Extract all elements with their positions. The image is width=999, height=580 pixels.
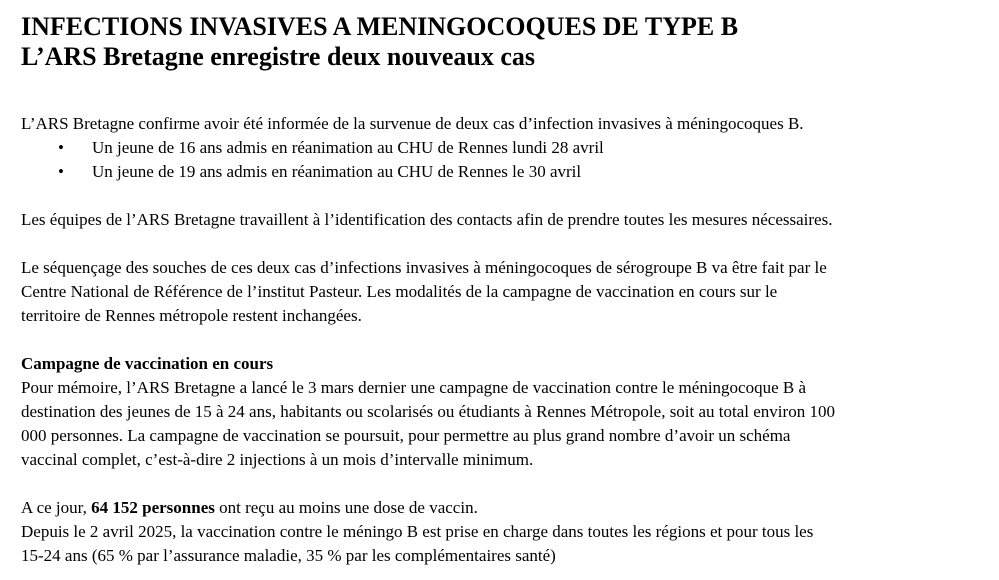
bullet-icon: • [58,162,64,181]
sequencing-line: Centre National de Référence de l’institut Pasteur. Les modalités de la campagne de vaccination en cours sur le [21,282,778,301]
list-item [21,160,979,184]
title-line-2: L’ARS Bretagne enregistre deux nouveaux cas [21,42,535,71]
campaign-line: Pour mémoire, l’ARS Bretagne a lancé le 3 mars dernier une campagne de vaccination contre le méningocoque B à [21,378,807,397]
campaign-line: destination des jeunes de 15 à 24 ans, habitants ou scolarisés ou étudiants à Rennes Métropole, soit au total environ 100 [21,402,835,421]
campaign-line: vaccinal complet, c’est-à-dire 2 injections à un mois d’intervalle minimum. [21,450,534,469]
spacer [21,72,979,112]
status-prefix: A ce jour, [21,498,92,517]
sequencing-line: territoire de Rennes métropole restent inchangées. [21,306,362,325]
campaign-line: 000 personnes. La campagne de vaccination se poursuit, pour permettre au plus grand nombre d’avoir un schéma [21,426,791,445]
spacer [21,472,979,496]
intro-paragraph: L’ARS Bretagne confirme avoir été informée de la survenue de deux cas d’infection invasives à méningocoques B. [21,114,804,133]
case-1-text: Un jeune de 16 ans admis en réanimation au CHU de Rennes lundi 28 avril [92,138,604,157]
sequencing-line: Le séquençage des souches de ces deux cas d’infections invasives à méningocoques de sérogroupe B va être fait par le [21,258,827,277]
vaccinated-count: 64 152 personnes [91,498,215,517]
bullet-icon: • [58,138,64,157]
case-2-text: Un jeune de 19 ans admis en réanimation au CHU de Rennes le 30 avril [92,162,582,181]
list-item [21,136,979,160]
coverage-line: 15-24 ans (65 % par l’assurance maladie, 35 % par les complémentaires santé) [21,546,556,565]
title-line-1: INFECTIONS INVASIVES A MENINGOCOQUES DE TYPE B [21,12,739,41]
sequencing-paragraph [21,256,979,328]
cases-list [21,136,979,184]
spacer [21,328,979,352]
status-suffix: ont reçu au moins une dose de vaccin. [214,498,478,517]
campaign-section [21,352,979,472]
contacts-paragraph: Les équipes de l’ARS Bretagne travaillent à l’identification des contacts afin de prendre toutes les mesures nécessaires. [21,210,833,229]
campaign-heading: Campagne de vaccination en cours [21,354,274,373]
vaccination-status [21,496,979,520]
spacer [21,232,979,256]
spacer [21,184,979,208]
coverage-line: Depuis le 2 avril 2025, la vaccination contre le méningo B est prise en charge dans toutes les régions et pour tous les [21,522,814,541]
